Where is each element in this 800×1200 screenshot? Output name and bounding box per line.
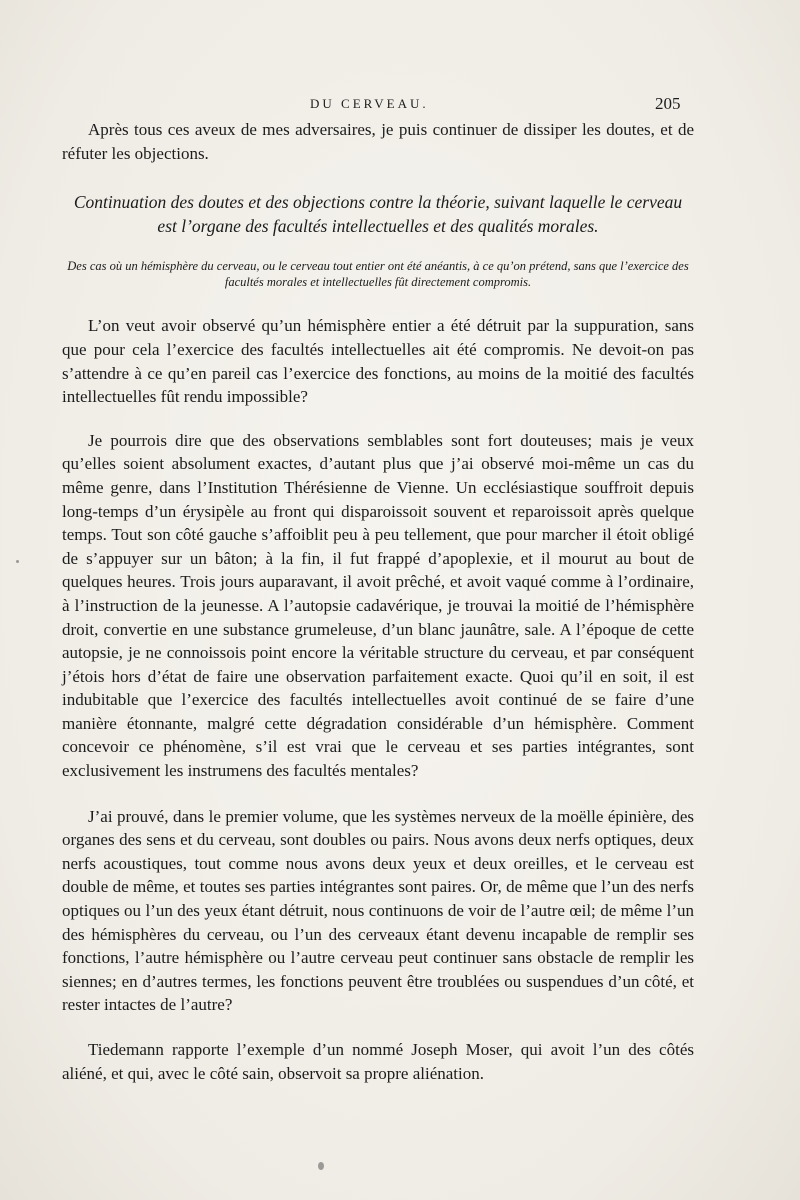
paragraph-2: Je pourrois dire que des observations semblables sont fort douteuses; mais je veux qu’elles soient absolument exactes, d’autant plus que j’ai observé moi-même un cas du même genre, dans l’Institution Thérésienne de Vienne. Un ecclésiastique souffroit depuis long-temps d’un érysipèle au front qui disparoissoit souvent et reparoissoit après quelque temps. Tout son côté gauche s’affoiblit peu à peu tellement, que pour marcher il étoit obligé de s’appuyer sur un bâton; à la fin, il fut frappé d’apoplexie, et il mourut au bout de quelques heures. Trois jours auparavant, il avoit prêché, et avoit vaqué comme à l’ordinaire, à l’instruction de la jeunesse. A l’autopsie cadavérique, je trouvai la moitié de l’hémisphère droit, convertie en une substance grumeleuse, d’un blanc jaunâtre, sale. A l’époque de cette autopsie, je ne connoissois point encore la véritable structure du cerveau, et par conséquent j’étois hors d’état de faire une observation parfaitement exacte. Quoi qu’il en soit, il est indubitable que l’exercice des facultés intellectuelles avoit continué de se faire d’une manière étonnante, malgré cette dégradation considérable d’un hémisphère. Comment concevoir ce phénomène, s’il est vrai que le cerveau et ses parties intégrantes, sont exclusivement les instrumens des facultés mentales? xyxy=(62,430,694,781)
paper-speck xyxy=(318,1162,324,1170)
subheading: Des cas où un hémisphère du cerveau, ou le cerveau tout entier ont été anéantis, à ce qu’on prétend, sans que l’exercice des facultés morales et intellectuelles fût directement compromis. xyxy=(67,259,689,290)
running-title: DU CERVEAU. xyxy=(310,96,429,111)
running-head xyxy=(0,96,800,116)
paragraph-3: J’ai prouvé, dans le premier volume, que les systèmes nerveux de la moëlle épinière, des organes des sens et du cerveau, sont doubles ou pairs. Nous avons deux nerfs optiques, deux nerfs acoustiques, tout comme nous avons deux yeux et deux oreilles, et le cerveau est double de même, et toutes ses parties intégrantes sont paires. Or, de même que l’un des nerfs optiques ou l’un des yeux étant détruit, nous continuons de voir de l’autre œil; de même l’un des hémisphères du cerveau, ou l’un des cerveaux étant devenu incapable de remplir ses fonctions, l’autre hémisphère ou l’autre cerveau peut continuer sans obstacle de remplir les siennes; en d’autres termes, les fonctions peuvent être troublées ou suspendues d’un côté, et rester intactes de l’autre? xyxy=(62,806,694,1015)
body-text xyxy=(62,118,694,1085)
paper-speck xyxy=(16,560,19,563)
intro-paragraph: Après tous ces aveux de mes adversaires, je puis continuer de dissiper les doutes, et de réfuter les objections. xyxy=(62,120,694,163)
paragraph-4: Tiedemann rapporte l’exemple d’un nommé Joseph Moser, qui avoit l’un des côtés aliéné, et qui, avec le côté sain, observoit sa propre aliénation. xyxy=(62,1040,694,1083)
section-heading: Continuation des doutes et des objections contre la théorie, suivant laquelle le cerveau est l’organe des facultés intellectuelles et des qualités morales. xyxy=(73,192,683,236)
page-number: 205 xyxy=(655,94,681,113)
paragraph-1: L’on veut avoir observé qu’un hémisphère entier a été détruit par la suppuration, sans que pour cela l’exercice des facultés intellectuelles ait été compromis. Ne devoit-on pas s’attendre à ce qu’en pareil cas l’exercice des fonctions, au moins de la moitié des facultés intellectuelles fût rendu impossible? xyxy=(62,316,694,407)
